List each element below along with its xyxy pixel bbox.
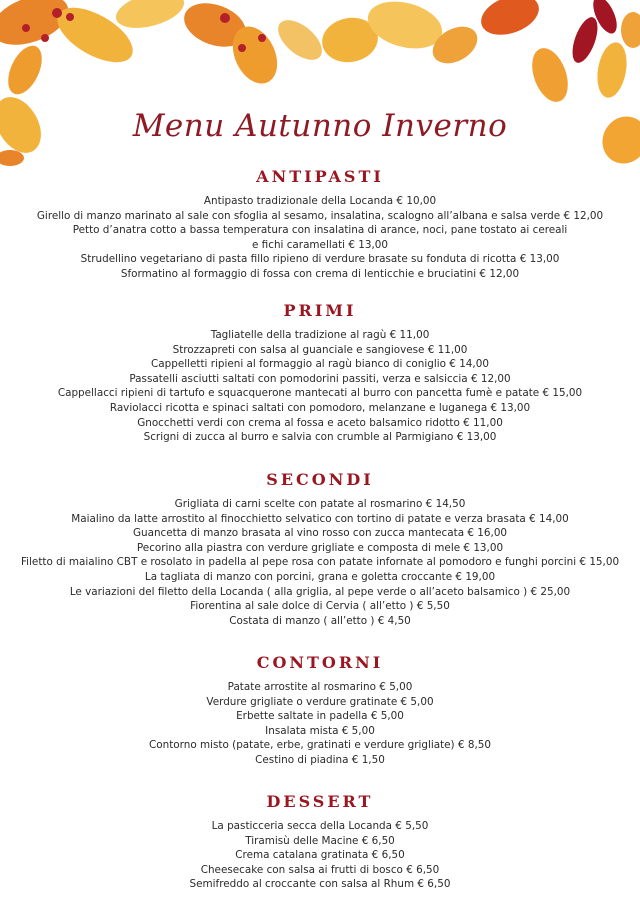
menu-item: Maialino da latte arrostito al finocchietto selvatico con tortino di patate e verza brasata € 14,00 (71, 512, 569, 525)
section-heading: SECONDI (266, 470, 374, 489)
menu-item: La tagliata di manzo con porcini, grana e goletta croccante € 19,00 (144, 570, 496, 583)
menu-item: Cappellacci ripieni di tartufo e squacquerone mantecati al burro con pancetta fumè e patate € 15,00 (57, 387, 583, 400)
menu-item: Strozzapreti con salsa al guanciale e sangiovese € 11,00 (172, 343, 468, 356)
leaf-cluster-center (178, 0, 484, 91)
menu-item: Tiramisù delle Macine € 6,50 (245, 834, 395, 847)
menu-item: Erbette saltate in padella € 5,00 (236, 710, 404, 723)
menu-item: Crema catalana gratinata € 6,50 (235, 849, 405, 862)
menu-item: Fiorentina al sale dolce di Cervia ( all’etto ) € 5,50 (190, 600, 450, 613)
menu-item: Cestino di piadina € 1,50 (255, 753, 385, 766)
menu-item: Costata di manzo ( all’etto ) € 4,50 (229, 614, 411, 627)
autumn-leaves-decoration (0, 0, 640, 175)
menu-item: Raviolacci ricotta e spinaci saltati con pomodoro, melanzane e luganega € 13,00 (109, 401, 531, 414)
menu-item: Insalata mista € 5,00 (265, 724, 375, 737)
menu-item: Sformatino al formaggio di fossa con crema di lenticchie e bruciatini € 12,00 (120, 267, 520, 280)
menu-item: Semifreddo al croccante con salsa al Rhum € 6,50 (189, 878, 451, 891)
section-heading: CONTORNI (256, 653, 384, 672)
section-heading: ANTIPASTI (256, 167, 384, 186)
menu-item: Scrigni di zucca al burro e salvia con crumble al Parmigiano € 13,00 (143, 431, 497, 444)
section-heading: PRIMI (283, 301, 357, 320)
menu-item: Guancetta di manzo brasata al vino rosso con zucca mantecata € 16,00 (132, 527, 508, 540)
menu-item: Contorno misto (patate, erbe, gratinati e verdure grigliate) € 8,50 (149, 739, 491, 752)
leaf-cluster-right (476, 0, 640, 172)
section-heading: DESSERT (266, 792, 374, 811)
menu-item: La pasticceria secca della Locanda € 5,50 (211, 820, 429, 832)
menu-title: Menu Autunno Inverno (132, 108, 508, 144)
section-primi (0, 300, 640, 445)
menu-item: Strudellino vegetariano di pasta fillo ripieno di verdure brasate su fonduta di ricotta € 13,00 (80, 253, 560, 266)
menu-item: Le variazioni del filetto della Locanda ( alla griglia, al pepe verde o all’aceto balsamico ) € 25,00 (69, 585, 571, 598)
menu-item: Antipasto tradizionale della Locanda € 10,00 (203, 195, 437, 207)
menu-item: Petto d’anatra cotto a bassa temperatura con insalatina di arance, noci, pane tostato ai cereali (72, 224, 568, 237)
menu-item: Tagliatelle della tradizione al ragù € 11,00 (210, 329, 430, 341)
menu-item: Cheesecake con salsa ai frutti di bosco € 6,50 (200, 863, 440, 876)
menu-item: e fichi caramellati € 13,00 (251, 238, 389, 251)
menu-item: Passatelli asciutti saltati con pomodorini passiti, verza e salsiccia € 12,00 (129, 372, 511, 385)
menu-item: Filetto di maialino CBT e rosolato in padella al pepe rosa con patate infornate al pomodoro e funghi porcini € 15,00 (20, 556, 620, 569)
menu-item: Grigliata di carni scelte con patate al rosmarino € 14,50 (174, 498, 466, 510)
menu-item: Pecorino alla piastra con verdure grigliate e composta di mele € 13,00 (136, 541, 504, 554)
section-secondi (0, 469, 640, 628)
menu-item: Gnocchetti verdi con crema al fossa e aceto balsamico ridotto € 11,00 (137, 416, 503, 429)
menu-item: Verdure grigliate o verdure gratinate € 5,00 (206, 695, 434, 708)
menu-item: Cappelletti ripieni al formaggio al ragù bianco di coniglio € 14,00 (151, 358, 489, 371)
section-antipasti (0, 166, 640, 282)
menu-item: Girello di manzo marinato al sale con sfoglia al sesamo, insalatina, scalogno all’albana e salsa verde € 12,00 (36, 209, 604, 222)
menu-item: Patate arrostite al rosmarino € 5,00 (227, 681, 413, 693)
section-contorni (0, 652, 640, 768)
section-dessert (0, 791, 640, 892)
